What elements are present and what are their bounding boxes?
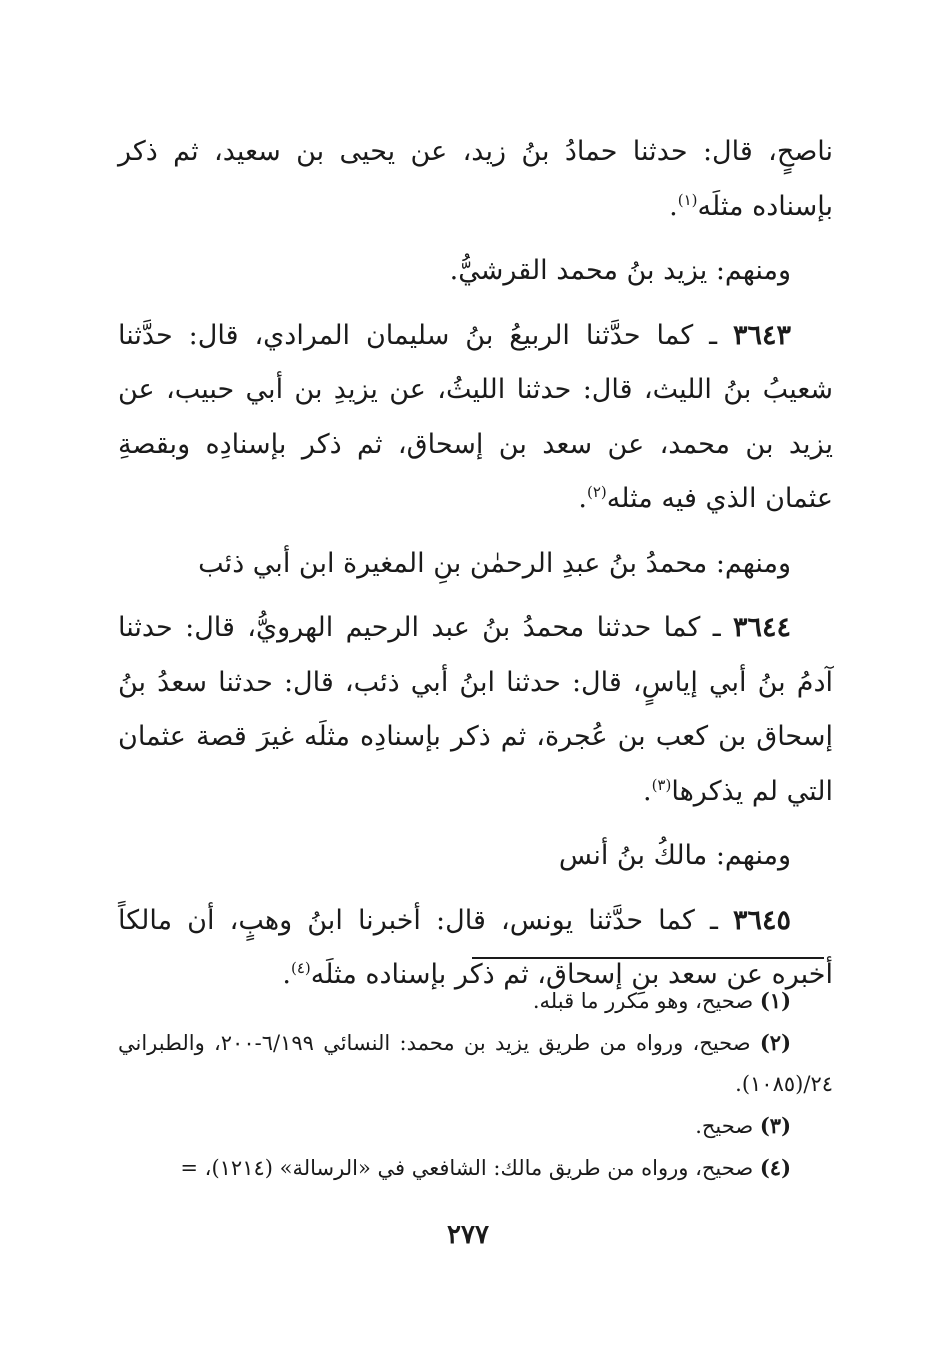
footnote-ref[interactable]: (٤) — [290, 959, 311, 977]
paragraph-text: ـ كما حدثنا محمدُ بنُ عبد الرحيم الهرويُّ، قال: حدثنا آدمُ بنُ أبي إياسٍ، قال: حدثنا ابنُ أبي ذئب، قال: حدثنا سعدُ بنُ إسحاق بن كعب بن عُجرة، ثم ذكر بإسنادِه مثلَه غيرَ قصة عثمان التي لم يذكرها — [118, 612, 833, 807]
section-heading — [118, 829, 833, 884]
paragraph-text: ناصحٍ، قال: حدثنا حمادُ بنُ زيد، عن يحيى بن سعيد، ثم ذكر بإسناده مثلَه — [118, 136, 833, 222]
page-number: ٢٧٧ — [447, 1220, 489, 1250]
section-heading — [118, 537, 833, 592]
hadith-paragraph — [118, 601, 833, 819]
footnote-number: (٢) — [759, 1030, 791, 1055]
footnote-ref[interactable]: (١) — [677, 190, 698, 209]
footnote-text: صحيح، ورواه من طريق مالك: الشافعي في «الرسالة» (١٢١٤)، = — [180, 1156, 760, 1180]
punctuation: . — [282, 959, 291, 990]
footnote-1 — [118, 980, 833, 1022]
punctuation: . — [669, 190, 678, 222]
footnote-ref[interactable]: (٣) — [651, 775, 672, 794]
footnote-number: (١) — [759, 988, 791, 1013]
hadith-number: ٣٦٤٣ — [732, 319, 791, 351]
footnote-2 — [118, 1022, 833, 1105]
footnote-text: صحيح، وهو مكرر ما قبله. — [532, 989, 760, 1013]
heading-text: ومنهم: يزيد بنُ محمد القرشيُّ. — [449, 255, 791, 286]
footnotes-section — [118, 980, 833, 1189]
punctuation: . — [578, 483, 587, 514]
footnote-number: (٣) — [759, 1113, 791, 1138]
heading-text: ومنهم: محمدُ بنُ عبدِ الرحمٰن بنِ المغيرة ابن أبي ذئب — [198, 547, 791, 579]
section-heading — [118, 244, 833, 299]
heading-text: ومنهم: مالكُ بنُ أنس — [558, 840, 791, 871]
hadith-number: ٣٦٤٤ — [732, 612, 791, 643]
paragraph-text: ـ كما حدَّثنا يونس، قال: أخبرنا ابنُ وهبٍ، أن مالكاً أخبره عن سعد بنِ إسحاق، ثم ذكر بإسناده مثلَه — [118, 904, 833, 990]
main-text — [118, 125, 833, 1013]
hadith-number: ٣٦٤٥ — [732, 904, 791, 936]
footnote-number: (٤) — [759, 1155, 791, 1180]
footnote-text: صحيح. — [695, 1114, 760, 1138]
footnote-ref[interactable]: (٢) — [586, 483, 607, 501]
hadith-paragraph — [118, 309, 833, 527]
paragraph-continuation — [118, 125, 833, 234]
footnote-4 — [118, 1147, 833, 1189]
footnote-3 — [118, 1105, 833, 1147]
paragraph-text: ـ كما حدَّثنا الربيعُ بنُ سليمان المرادي، قال: حدَّثنا شعيبُ بنُ الليث، قال: حدثنا الليثُ، عن يزيدِ بن أبي حبيب، عن يزيد بن محمد، عن سعد بن إسحاق، ثم ذكر بإسنادِه وبقصةِ عثمان الذي فيه مثله — [118, 319, 833, 514]
punctuation: . — [642, 775, 652, 807]
footnote-text: صحيح، ورواه من طريق يزيد بن محمد: النسائي ٦/١٩٩-٢٠٠، والطبراني ٢٤/(١٠٨٥). — [118, 1031, 833, 1096]
footnote-divider — [472, 957, 824, 959]
